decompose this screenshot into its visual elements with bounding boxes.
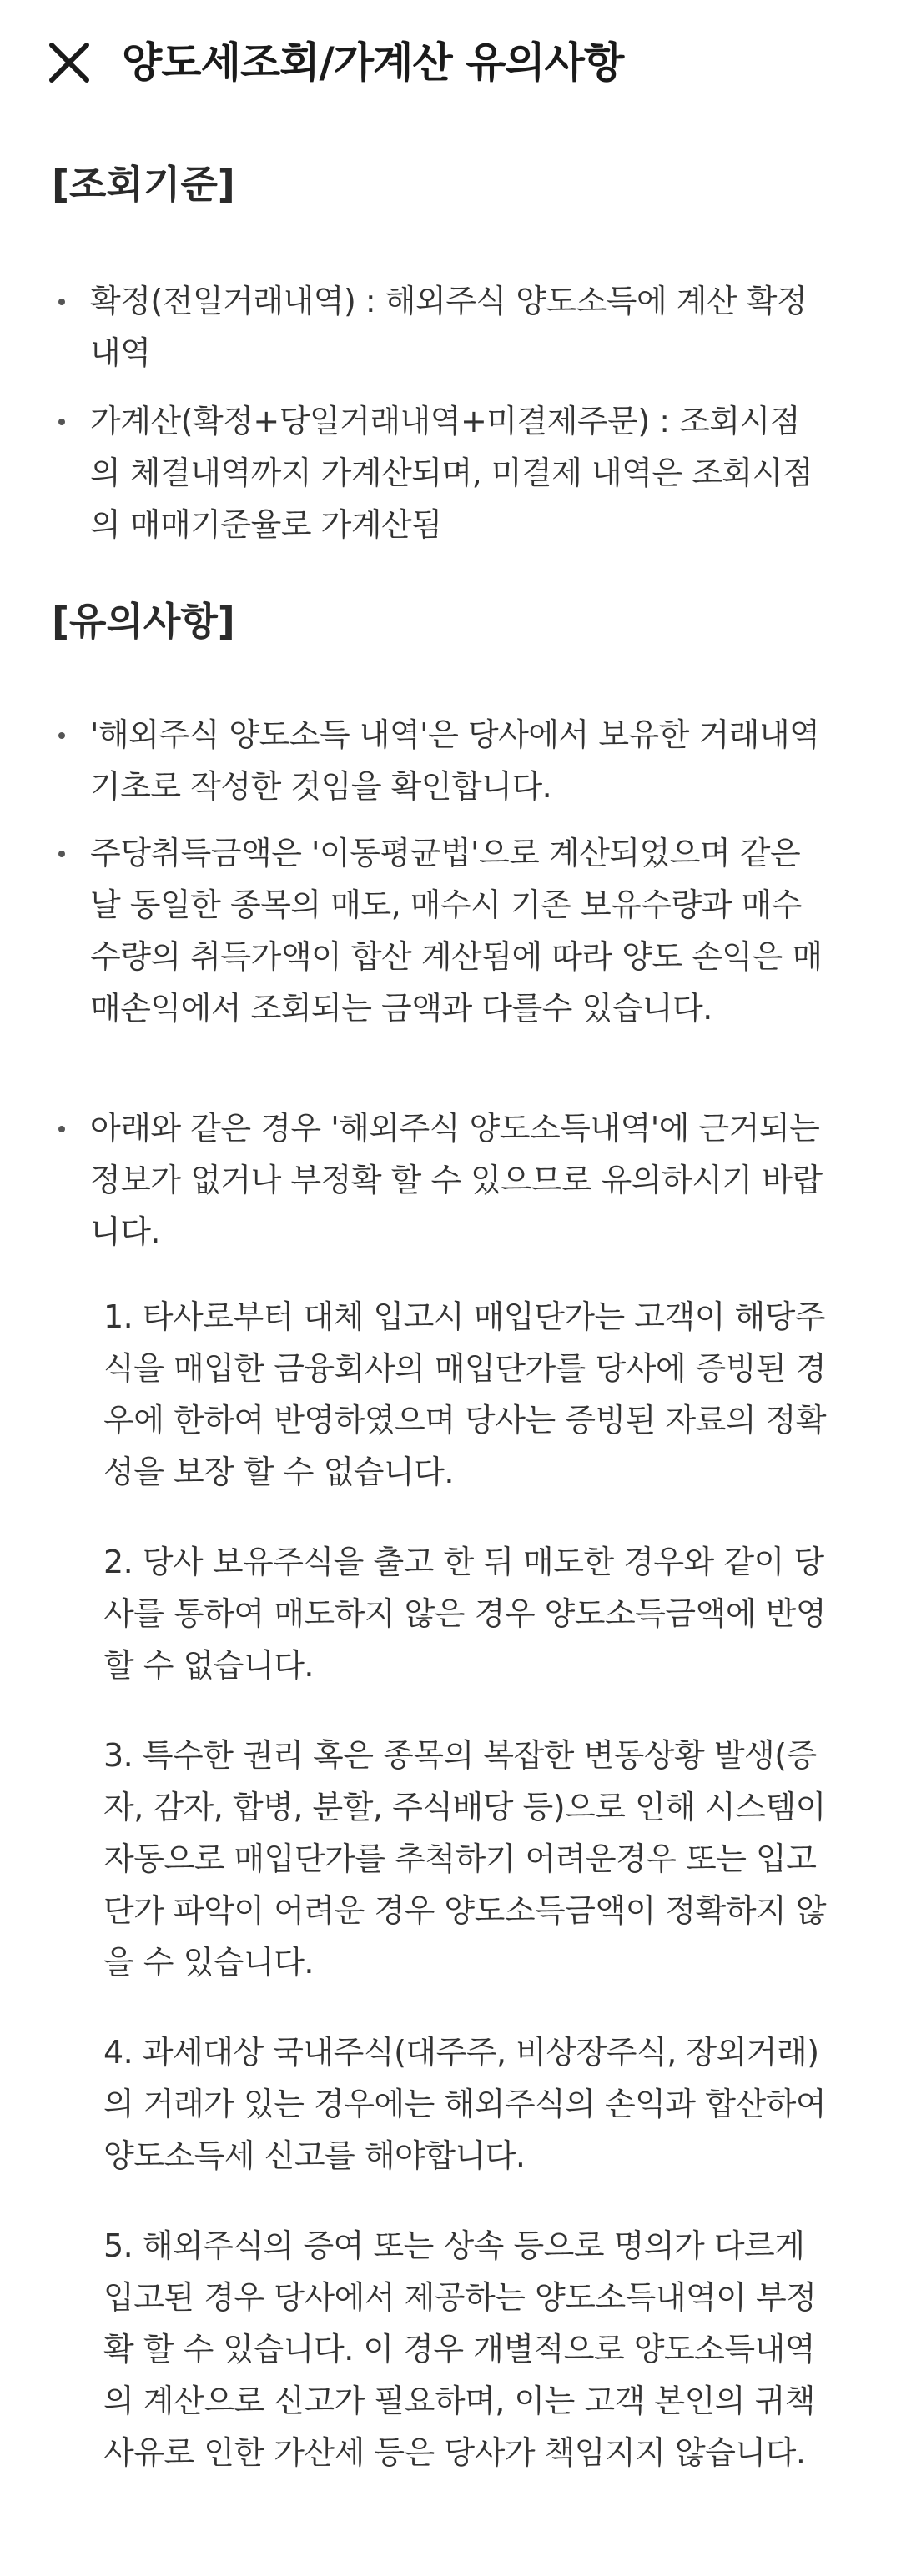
criteria-item-confirmed xyxy=(52,275,828,379)
numbered-note-5: 5. 해외주식의 증여 또는 상속 등으로 명의가 다르게 입고된 경우 당사에서 제공하는 양도소득내역이 부정확 할 수 있습니다. 이 경우 개별적으로 양도소득내역의 계산으로 신고가 필요하며, 이는 고객 본인의 귀책사유로 인한 가산세 등은 당사가 책임지지 않습니다. xyxy=(103,2227,817,2471)
criteria-section-title: [조회기준] xyxy=(52,162,235,207)
notes-list xyxy=(52,709,828,1258)
numbered-note-2: 2. 당사 보유주식을 출고 한 뒤 매도한 경우와 같이 당사를 통하여 매도하지 않은 경우 양도소득금액에 반영 할 수 없습니다. xyxy=(103,1544,827,1684)
close-button[interactable] xyxy=(40,33,98,92)
notes-item xyxy=(52,1102,828,1258)
bullet-dot-icon xyxy=(58,732,65,739)
numbered-note-4: 4. 과세대상 국내주식(대주주, 비상장주식, 장외거래)의 거래가 있는 경우에는 해외주식의 손익과 합산하여 양도소득세 신고를 해야합니다. xyxy=(103,2034,827,2174)
bullet-dot-icon xyxy=(58,1126,65,1132)
notes-item-text: '해외주식 양도소득 내역'은 당사에서 보유한 거래내역 기초로 작성한 것임을 확인합니다. xyxy=(90,716,820,805)
notes-item xyxy=(52,709,828,812)
criteria-item-provisional xyxy=(52,395,828,550)
notice-content xyxy=(52,155,828,2478)
criteria-item-text: 가계산(확정+당일거래내역+미결제주문) : 조회시점의 체결내역까지 가계산되며, 미결제 내역은 조회시점의 매매기준율로 가계산됨 xyxy=(90,403,813,543)
numbered-note-3: 3. 특수한 권리 혹은 종목의 복잡한 변동상황 발생(증자, 감자, 합병, 분할, 주식배당 등)으로 인해 시스템이 자동으로 매입단가를 추척하기 어려운경우 또는 입고단가 파악이 어려운 경우 양도소득금액이 정확하지 않을 수 있습니다. xyxy=(103,1737,827,1981)
criteria-list xyxy=(52,275,828,550)
notes-item xyxy=(52,827,828,1034)
notes-section-title: [유의사항] xyxy=(52,599,235,644)
bullet-dot-icon xyxy=(58,851,65,857)
criteria-item-text: 확정(전일거래내역) : 해외주식 양도소득에 계산 확정 내역 xyxy=(90,283,808,371)
page-title: 양도세조회/가계산 유의사항 xyxy=(122,38,624,87)
notes-item-text: 아래와 같은 경우 '해외주식 양도소득내역'에 근거되는 정보가 없거나 부정확 할 수 있으므로 유의하시기 바랍니다. xyxy=(90,1110,823,1250)
close-icon xyxy=(40,33,98,92)
header-bar xyxy=(0,0,901,125)
bullet-dot-icon xyxy=(58,419,65,425)
notes-item-text: 주당취득금액은 '이동평균법'으로 계산되었으며 같은날 동일한 종목의 매도, 매수시 기존 보유수량과 매수수량의 취득가액이 합산 계산됨에 따라 양도 손익은 매매손익에서 조회되는 금액과 다를수 있습니다. xyxy=(90,835,823,1027)
numbered-note-1: 1. 타사로부터 대체 입고시 매입단가는 고객이 해당주식을 매입한 금융회사의 매입단가를 당사에 증빙된 경우에 한하여 반영하였으며 당사는 증빙된 자료의 정확성을 보장 할 수 없습니다. xyxy=(103,1298,827,1490)
bullet-dot-icon xyxy=(58,299,65,305)
